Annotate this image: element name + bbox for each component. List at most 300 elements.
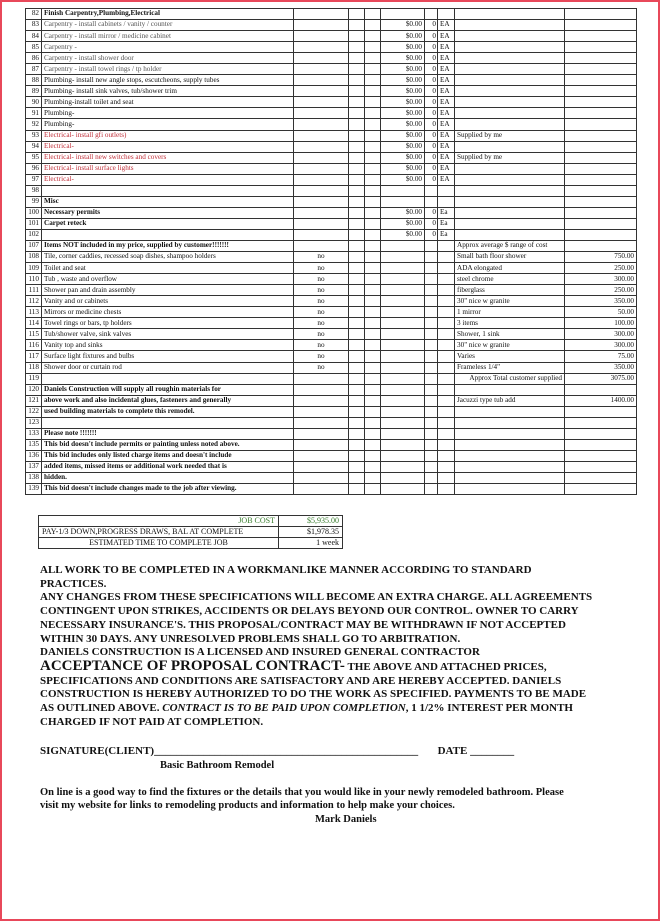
row-unit: EA <box>438 141 455 152</box>
table-row <box>26 207 637 218</box>
row-unit: EA <box>438 86 455 97</box>
totals-label: PAY-1/3 DOWN,PROGRESS DRAWS, BAL AT COMPLETE <box>39 527 279 538</box>
row-col-5 <box>365 218 381 229</box>
acceptance-line4-a: AS OUTLINED ABOVE. <box>40 702 163 715</box>
row-included: no <box>294 318 349 329</box>
row-price <box>381 428 425 439</box>
row-qty <box>425 417 438 428</box>
row-col-5 <box>365 406 381 417</box>
row-price <box>381 351 425 362</box>
row-col-4 <box>349 207 365 218</box>
row-amount <box>565 152 637 163</box>
row-included <box>294 428 349 439</box>
table-row <box>26 185 637 196</box>
row-price <box>381 395 425 406</box>
row-unit <box>438 439 455 450</box>
row-price: $0.00 <box>381 174 425 185</box>
row-note <box>455 472 565 483</box>
row-note: Varies <box>455 351 565 362</box>
row-description: Carpentry - install shower door <box>42 53 294 64</box>
row-included: no <box>294 340 349 351</box>
acceptance-line4-b: CONTRACT IS TO BE PAID UPON COMPLETION <box>162 702 406 715</box>
row-price <box>381 318 425 329</box>
terms-line: WITHIN 30 DAYS. ANY UNRESOLVED PROBLEMS SHALL GO TO ARBITRATION. <box>40 632 461 645</box>
table-row <box>26 318 637 329</box>
row-col-4 <box>349 53 365 64</box>
row-description: Plumbing- install sink valves, tub/shower trim <box>42 86 294 97</box>
row-col-5 <box>365 285 381 296</box>
row-qty <box>425 285 438 296</box>
row-number: 87 <box>26 64 42 75</box>
row-included <box>294 130 349 141</box>
table-row <box>26 329 637 340</box>
row-col-5 <box>365 196 381 207</box>
row-qty <box>425 428 438 439</box>
row-description: Carpet reteck <box>42 218 294 229</box>
row-qty: 0 <box>425 97 438 108</box>
row-col-4 <box>349 362 365 373</box>
row-qty <box>425 395 438 406</box>
row-description: Necessary permits <box>42 207 294 218</box>
row-col-4 <box>349 130 365 141</box>
row-qty <box>425 362 438 373</box>
row-col-4 <box>349 263 365 274</box>
row-col-4 <box>349 97 365 108</box>
table-row <box>26 64 637 75</box>
row-included <box>294 472 349 483</box>
row-unit: EA <box>438 53 455 64</box>
row-number: 139 <box>26 484 42 495</box>
table-row <box>26 218 637 229</box>
table-row <box>26 439 637 450</box>
row-price: $0.00 <box>381 75 425 86</box>
row-unit <box>438 296 455 307</box>
row-included <box>294 86 349 97</box>
row-note: Small bath floor shower <box>455 252 565 263</box>
row-col-5 <box>365 351 381 362</box>
table-row <box>26 42 637 53</box>
table-row <box>26 472 637 483</box>
row-description: Carpentry - install towel rings / tp holder <box>42 64 294 75</box>
row-col-5 <box>365 163 381 174</box>
row-amount <box>565 229 637 240</box>
row-number: 111 <box>26 285 42 296</box>
row-number: 123 <box>26 417 42 428</box>
row-unit <box>438 9 455 20</box>
row-price <box>381 196 425 207</box>
row-col-4 <box>349 417 365 428</box>
row-col-5 <box>365 97 381 108</box>
row-note: 30" nice w granite <box>455 340 565 351</box>
row-number: 99 <box>26 196 42 207</box>
row-price <box>381 240 425 251</box>
table-row <box>26 307 637 318</box>
row-note <box>455 406 565 417</box>
row-included <box>294 185 349 196</box>
row-number: 113 <box>26 307 42 318</box>
row-note <box>455 86 565 97</box>
row-col-4 <box>349 340 365 351</box>
row-col-5 <box>365 307 381 318</box>
row-qty <box>425 296 438 307</box>
row-amount: 50.00 <box>565 307 637 318</box>
row-col-5 <box>365 263 381 274</box>
totals-label: ESTIMATED TIME TO COMPLETE JOB <box>39 538 279 549</box>
row-description: Finish Carpentry,Plumbing,Electrical <box>42 9 294 20</box>
row-amount <box>565 75 637 86</box>
row-col-5 <box>365 31 381 42</box>
row-qty: 0 <box>425 163 438 174</box>
row-number: 109 <box>26 263 42 274</box>
row-included <box>294 9 349 20</box>
terms-line: ANY CHANGES FROM THESE SPECIFICATIONS WILL BECOME AN EXTRA CHARGE. ALL AGREEMENTS <box>40 591 593 604</box>
totals-value: 1 week <box>279 538 343 549</box>
signature-line <box>40 745 514 757</box>
row-number: 101 <box>26 218 42 229</box>
row-col-4 <box>349 174 365 185</box>
project-title: Basic Bathroom Remodel <box>160 760 275 771</box>
row-price: $0.00 <box>381 64 425 75</box>
row-description: Plumbing- <box>42 108 294 119</box>
row-description: above work and also incidental glues, fasteners and generally <box>42 395 294 406</box>
row-unit <box>438 484 455 495</box>
row-number: 97 <box>26 174 42 185</box>
row-description: used building materials to complete this remodel. <box>42 406 294 417</box>
row-qty <box>425 384 438 395</box>
row-unit: EA <box>438 152 455 163</box>
row-note: steel chrome <box>455 274 565 285</box>
table-row <box>26 9 637 20</box>
row-col-5 <box>365 86 381 97</box>
row-col-5 <box>365 207 381 218</box>
row-price <box>381 406 425 417</box>
row-qty <box>425 373 438 384</box>
row-note <box>455 229 565 240</box>
row-description: Carpentry - install cabinets / vanity / counter <box>42 20 294 31</box>
row-description: Electrical- install gfi outlets) <box>42 130 294 141</box>
table-row <box>26 417 637 428</box>
row-col-5 <box>365 296 381 307</box>
row-note: 30" nice w granite <box>455 296 565 307</box>
row-price <box>381 185 425 196</box>
terms-line: NECESSARY INSURANCE'S. THIS PROPOSAL/CONTRACT MAY BE WITHDRAWN IF NOT ACCEPTED <box>40 618 566 631</box>
row-price: $0.00 <box>381 218 425 229</box>
row-qty <box>425 351 438 362</box>
row-included <box>294 439 349 450</box>
row-included <box>294 53 349 64</box>
row-description: hidden. <box>42 472 294 483</box>
row-col-4 <box>349 163 365 174</box>
row-note <box>455 196 565 207</box>
footer-line-2: visit my website for links to remodeling products and information to help make your choices. <box>40 799 455 811</box>
row-col-5 <box>365 274 381 285</box>
row-price <box>381 373 425 384</box>
row-description: This bid includes only listed charge items and doesn't include <box>42 450 294 461</box>
row-number: 91 <box>26 108 42 119</box>
row-amount <box>565 130 637 141</box>
row-description <box>42 229 294 240</box>
row-col-4 <box>349 240 365 251</box>
row-description <box>42 185 294 196</box>
row-col-5 <box>365 472 381 483</box>
row-included <box>294 373 349 384</box>
row-unit: EA <box>438 130 455 141</box>
row-included <box>294 31 349 42</box>
row-qty: 0 <box>425 108 438 119</box>
row-unit <box>438 274 455 285</box>
row-qty: 0 <box>425 207 438 218</box>
row-note: 1 mirror <box>455 307 565 318</box>
row-col-5 <box>365 53 381 64</box>
row-amount <box>565 417 637 428</box>
row-description: Electrical- <box>42 174 294 185</box>
row-included: no <box>294 362 349 373</box>
row-note <box>455 484 565 495</box>
row-note <box>455 20 565 31</box>
row-note <box>455 185 565 196</box>
row-description: Plumbing-install toilet and seat <box>42 97 294 108</box>
terms-line: CONTINGENT UPON STRIKES, ACCIDENTS OR DELAYS BEYOND OUR CONTROL. OWNER TO CARRY <box>40 605 579 618</box>
row-unit <box>438 329 455 340</box>
row-price: $0.00 <box>381 97 425 108</box>
row-number: 95 <box>26 152 42 163</box>
row-col-5 <box>365 130 381 141</box>
row-price: $0.00 <box>381 42 425 53</box>
row-included <box>294 240 349 251</box>
row-number: 89 <box>26 86 42 97</box>
row-col-4 <box>349 9 365 20</box>
row-number: 85 <box>26 42 42 53</box>
terms-block <box>40 564 600 660</box>
row-amount: 3075.00 <box>565 373 637 384</box>
row-col-5 <box>365 152 381 163</box>
row-unit <box>438 417 455 428</box>
row-number: 96 <box>26 163 42 174</box>
row-description <box>42 417 294 428</box>
row-number: 102 <box>26 229 42 240</box>
terms-line: ALL WORK TO BE COMPLETED IN A WORKMANLIKE MANNER ACCORDING TO STANDARD PRACTICES. <box>40 564 532 590</box>
row-col-5 <box>365 20 381 31</box>
row-number: 94 <box>26 141 42 152</box>
table-row <box>26 31 637 42</box>
row-unit: Ea <box>438 218 455 229</box>
row-price: $0.00 <box>381 108 425 119</box>
row-included <box>294 384 349 395</box>
estimate-table <box>25 8 637 495</box>
row-qty <box>425 439 438 450</box>
row-col-5 <box>365 329 381 340</box>
row-note: Supplied by me <box>455 130 565 141</box>
row-price <box>381 362 425 373</box>
row-unit <box>438 196 455 207</box>
row-number: 118 <box>26 362 42 373</box>
row-unit <box>438 263 455 274</box>
row-unit <box>438 362 455 373</box>
row-amount <box>565 428 637 439</box>
row-unit <box>438 252 455 263</box>
row-price: $0.00 <box>381 152 425 163</box>
table-row <box>26 196 637 207</box>
row-col-4 <box>349 296 365 307</box>
acceptance-line-1 <box>40 660 600 675</box>
row-col-5 <box>365 340 381 351</box>
row-col-4 <box>349 329 365 340</box>
row-col-5 <box>365 240 381 251</box>
row-description <box>42 373 294 384</box>
row-included: no <box>294 285 349 296</box>
row-qty: 0 <box>425 20 438 31</box>
table-row <box>26 141 637 152</box>
row-price <box>381 461 425 472</box>
row-price <box>381 417 425 428</box>
row-amount <box>565 472 637 483</box>
table-row <box>26 484 637 495</box>
row-col-5 <box>365 75 381 86</box>
row-unit <box>438 373 455 384</box>
row-note <box>455 141 565 152</box>
row-price <box>381 340 425 351</box>
row-qty <box>425 9 438 20</box>
row-note <box>455 64 565 75</box>
row-amount: 750.00 <box>565 252 637 263</box>
row-included: no <box>294 329 349 340</box>
table-row <box>26 130 637 141</box>
terms-line: DANIELS CONSTRUCTION IS A LICENSED AND INSURED GENERAL CONTRACTOR <box>40 646 480 659</box>
row-included <box>294 484 349 495</box>
row-price <box>381 285 425 296</box>
row-amount: 1400.00 <box>565 395 637 406</box>
row-col-4 <box>349 31 365 42</box>
row-description: Towel rings or bars, tp holders <box>42 318 294 329</box>
row-note: Approx Total customer supplied <box>455 373 565 384</box>
table-row <box>26 119 637 130</box>
row-note <box>455 218 565 229</box>
row-description: Tile, corner caddies, recessed soap dishes, shampoo holders <box>42 252 294 263</box>
row-description: Electrical- <box>42 141 294 152</box>
row-number: 136 <box>26 450 42 461</box>
row-qty <box>425 252 438 263</box>
row-col-4 <box>349 252 365 263</box>
row-qty: 0 <box>425 53 438 64</box>
row-description: Carpentry - install mirror / medicine cabinet <box>42 31 294 42</box>
row-amount <box>565 119 637 130</box>
row-description: Toilet and seat <box>42 263 294 274</box>
totals-row <box>39 516 343 527</box>
row-qty <box>425 307 438 318</box>
row-qty: 0 <box>425 229 438 240</box>
row-qty <box>425 196 438 207</box>
row-col-5 <box>365 141 381 152</box>
row-included <box>294 450 349 461</box>
row-qty: 0 <box>425 174 438 185</box>
table-row <box>26 86 637 97</box>
row-number: 121 <box>26 395 42 406</box>
row-amount: 75.00 <box>565 351 637 362</box>
row-price <box>381 450 425 461</box>
row-description: Vanity top and sinks <box>42 340 294 351</box>
row-col-5 <box>365 108 381 119</box>
row-note <box>455 97 565 108</box>
table-row <box>26 428 637 439</box>
row-included <box>294 218 349 229</box>
acceptance-line: CONSTRUCTION IS HEREBY AUTHORIZED TO DO THE WORK AS SPECIFIED. PAYMENTS TO BE MADE <box>40 688 587 701</box>
row-included <box>294 417 349 428</box>
row-col-5 <box>365 318 381 329</box>
row-amount: 300.00 <box>565 340 637 351</box>
row-col-4 <box>349 406 365 417</box>
row-number: 122 <box>26 406 42 417</box>
row-col-4 <box>349 218 365 229</box>
row-number: 116 <box>26 340 42 351</box>
row-note: Shower, 1 sink <box>455 329 565 340</box>
table-row <box>26 406 637 417</box>
row-price: $0.00 <box>381 130 425 141</box>
row-col-4 <box>349 119 365 130</box>
row-included <box>294 461 349 472</box>
row-price <box>381 329 425 340</box>
row-description: Please note !!!!!!! <box>42 428 294 439</box>
row-col-4 <box>349 185 365 196</box>
row-amount <box>565 9 637 20</box>
table-row <box>26 20 637 31</box>
row-amount <box>565 163 637 174</box>
row-description: Electrical- install surface lights <box>42 163 294 174</box>
table-row <box>26 75 637 86</box>
row-description: Tub , waste and overflow <box>42 274 294 285</box>
row-price <box>381 252 425 263</box>
row-col-5 <box>365 395 381 406</box>
row-description: Misc <box>42 196 294 207</box>
row-number: 86 <box>26 53 42 64</box>
row-col-5 <box>365 185 381 196</box>
row-note <box>455 207 565 218</box>
row-unit: EA <box>438 119 455 130</box>
row-included <box>294 196 349 207</box>
row-col-5 <box>365 174 381 185</box>
acceptance-line-5: CHARGED IF NOT PAID AT COMPLETION. <box>40 715 264 728</box>
row-note <box>455 108 565 119</box>
row-col-4 <box>349 86 365 97</box>
row-note: fiberglass <box>455 285 565 296</box>
row-note <box>455 417 565 428</box>
row-price <box>381 307 425 318</box>
row-description: Plumbing- <box>42 119 294 130</box>
row-price: $0.00 <box>381 86 425 97</box>
row-number: 117 <box>26 351 42 362</box>
row-note <box>455 42 565 53</box>
row-note <box>455 461 565 472</box>
signer-name: Mark Daniels <box>315 814 377 825</box>
row-col-4 <box>349 461 365 472</box>
row-description: Plumbing- install new angle stops, escutcheons, supply tubes <box>42 75 294 86</box>
row-col-4 <box>349 395 365 406</box>
row-unit <box>438 406 455 417</box>
table-row <box>26 240 637 251</box>
row-unit <box>438 395 455 406</box>
row-unit: EA <box>438 20 455 31</box>
row-unit <box>438 461 455 472</box>
row-price <box>381 263 425 274</box>
row-col-4 <box>349 196 365 207</box>
row-note <box>455 163 565 174</box>
table-row <box>26 163 637 174</box>
row-amount <box>565 86 637 97</box>
row-number: 135 <box>26 439 42 450</box>
row-amount <box>565 439 637 450</box>
row-col-4 <box>349 307 365 318</box>
row-number: 137 <box>26 461 42 472</box>
row-note: Supplied by me <box>455 152 565 163</box>
